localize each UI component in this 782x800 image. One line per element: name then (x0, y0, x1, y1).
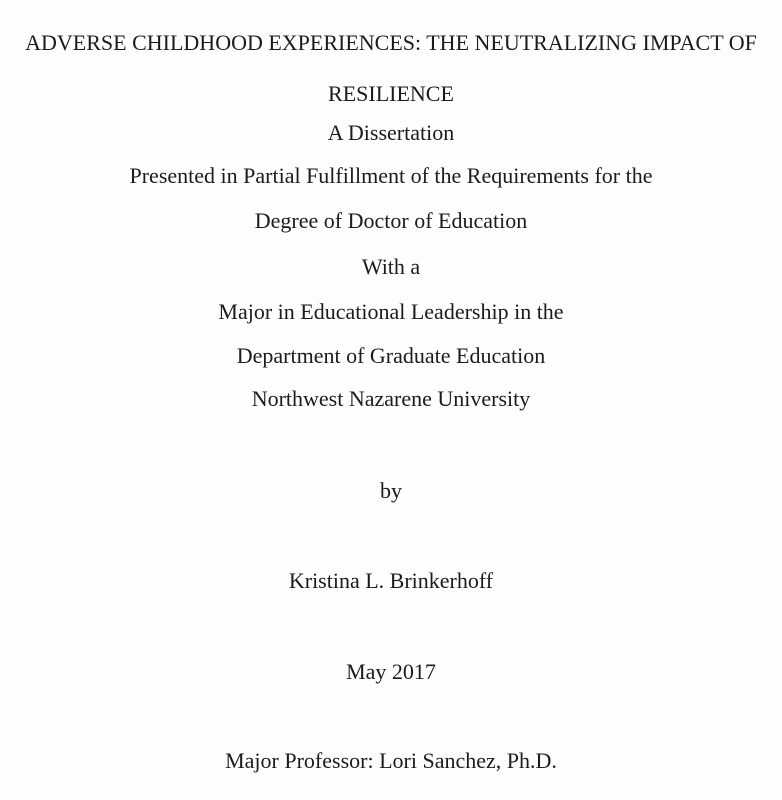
date-line: May 2017 (346, 659, 436, 684)
byline: by (380, 478, 402, 503)
fulfillment-line: Presented in Partial Fulfillment of the Requirements for the (129, 163, 653, 188)
major-line: Major in Educational Leadership in the (218, 299, 564, 324)
title-line-2: RESILIENCE (328, 81, 454, 106)
document-type-line: A Dissertation (327, 120, 455, 145)
with-line: With a (361, 254, 421, 279)
title-line-1: ADVERSE CHILDHOOD EXPERIENCES: THE NEUTRALIZING IMPACT OF (25, 30, 757, 55)
degree-line: Degree of Doctor of Education (254, 208, 528, 233)
department-line: Department of Graduate Education (236, 343, 546, 368)
author-name: Kristina L. Brinkerhoff (288, 568, 494, 593)
university-line: Northwest Nazarene University (251, 386, 531, 411)
advisor-line: Major Professor: Lori Sanchez, Ph.D. (225, 748, 557, 773)
